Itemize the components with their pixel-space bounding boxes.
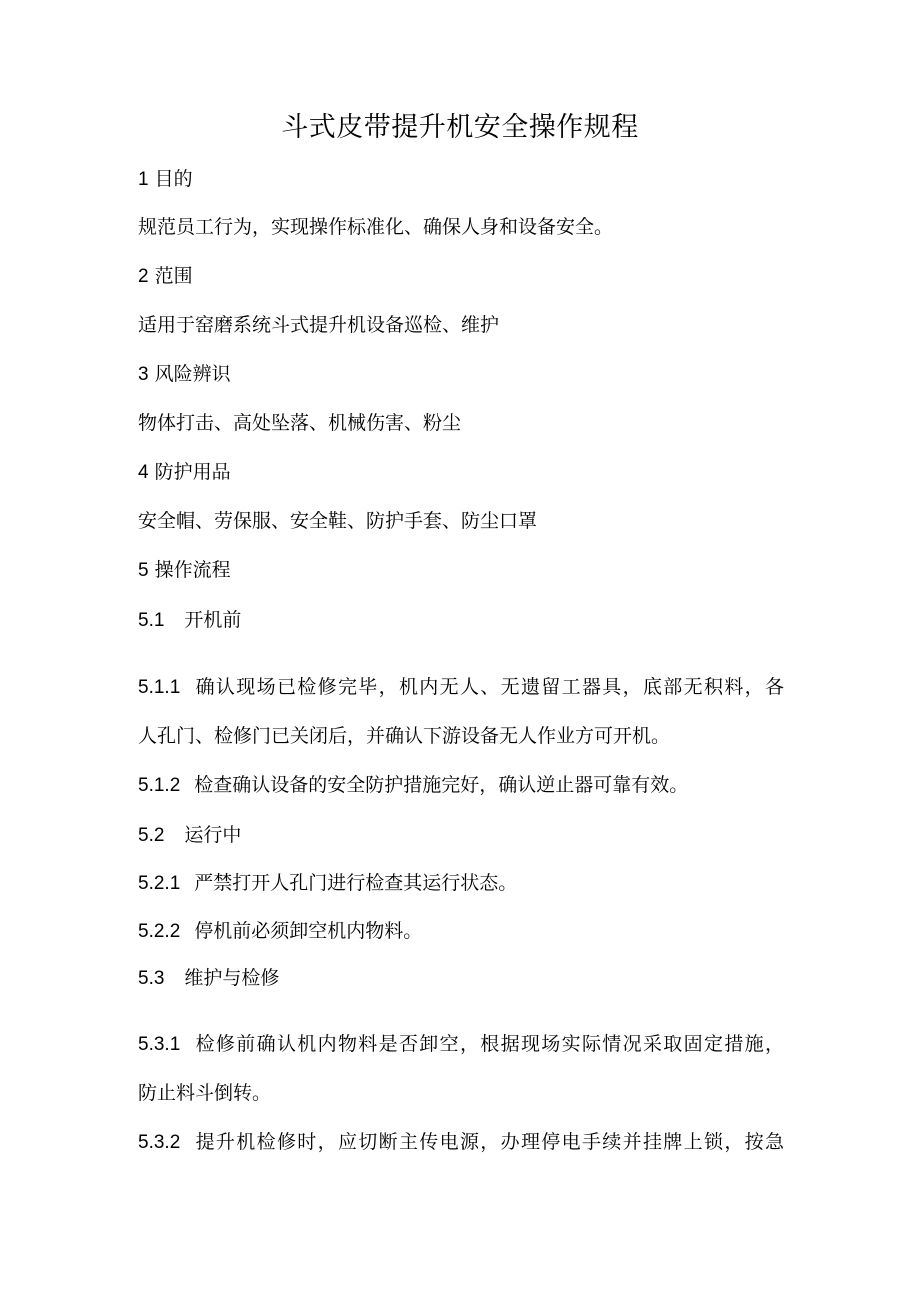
section-number: 2 [138, 266, 149, 287]
document-title: 斗式皮带提升机安全操作规程 [281, 112, 639, 143]
section-1-heading [138, 164, 784, 195]
subsection-5-2-heading [138, 820, 784, 851]
clause-5-2-2 [138, 916, 784, 947]
section-heading-text: 风险辨识 [154, 363, 231, 385]
clause-text: 检修前确认机内物料是否卸空，根据现场实际情况采取固定措施， [194, 1033, 784, 1055]
section-4-heading [138, 457, 784, 488]
clause-5-3-2-line1 [138, 1127, 784, 1158]
clause-number: 5.3.1 [138, 1034, 181, 1055]
clause-text: 停机前必须卸空机内物料。 [194, 920, 423, 942]
subsection-number: 5.3 [138, 968, 165, 989]
clause-text: 检查确认设备的安全防护措施完好，确认逆止器可靠有效。 [194, 774, 689, 796]
section-1-body: 规范员工行为，实现操作标准化、确保人身和设备安全。 [138, 216, 614, 238]
section-2-body: 适用于窑磨系统斗式提升机设备巡检、维护 [138, 314, 500, 336]
clause-text: 确认现场已检修完毕，机内无人、无遗留工器具，底部无积料，各 [194, 676, 784, 698]
section-5-heading [138, 555, 784, 586]
section-heading-text: 操作流程 [154, 559, 231, 581]
clause-number: 5.2.2 [138, 921, 181, 942]
subsection-number: 5.1 [138, 610, 165, 631]
section-number: 1 [138, 169, 149, 190]
subsection-number: 5.2 [138, 825, 165, 846]
clause-5-2-1 [138, 868, 784, 899]
clause-5-1-1-line1 [138, 672, 784, 703]
clause-text: 提升机检修时，应切断主传电源，办理停电手续并挂牌上锁，按急 [194, 1131, 784, 1153]
section-4-body: 安全帽、劳保服、安全鞋、防护手套、防尘口罩 [138, 510, 538, 532]
section-3-heading [138, 359, 784, 390]
clause-number: 5.1.2 [138, 775, 181, 796]
subsection-heading-text: 维护与检修 [184, 967, 280, 989]
section-heading-text: 防护用品 [154, 461, 231, 483]
clause-number: 5.2.1 [138, 873, 181, 894]
clause-5-1-2 [138, 770, 784, 801]
clause-5-3-1-line1 [138, 1029, 784, 1060]
section-number: 4 [138, 462, 149, 483]
clause-text: 严禁打开人孔门进行检查其运行状态。 [194, 872, 518, 894]
section-2-heading [138, 261, 784, 292]
clause-5-3-1-line2: 防止料斗倒转。 [138, 1082, 272, 1104]
section-number: 5 [138, 560, 149, 581]
subsection-heading-text: 运行中 [184, 824, 242, 846]
clause-number: 5.3.2 [138, 1132, 181, 1153]
clause-5-1-1-line2: 人孔门、检修门已关闭后，并确认下游设备无人作业方可开机。 [138, 725, 671, 747]
section-3-body: 物体打击、高处坠落、机械伤害、粉尘 [138, 412, 462, 434]
subsection-heading-text: 开机前 [184, 609, 242, 631]
section-number: 3 [138, 364, 149, 385]
section-heading-text: 目的 [154, 168, 193, 190]
section-heading-text: 范围 [154, 265, 193, 287]
subsection-5-3-heading [138, 963, 784, 994]
clause-number: 5.1.1 [138, 677, 181, 698]
subsection-5-1-heading [138, 605, 784, 636]
